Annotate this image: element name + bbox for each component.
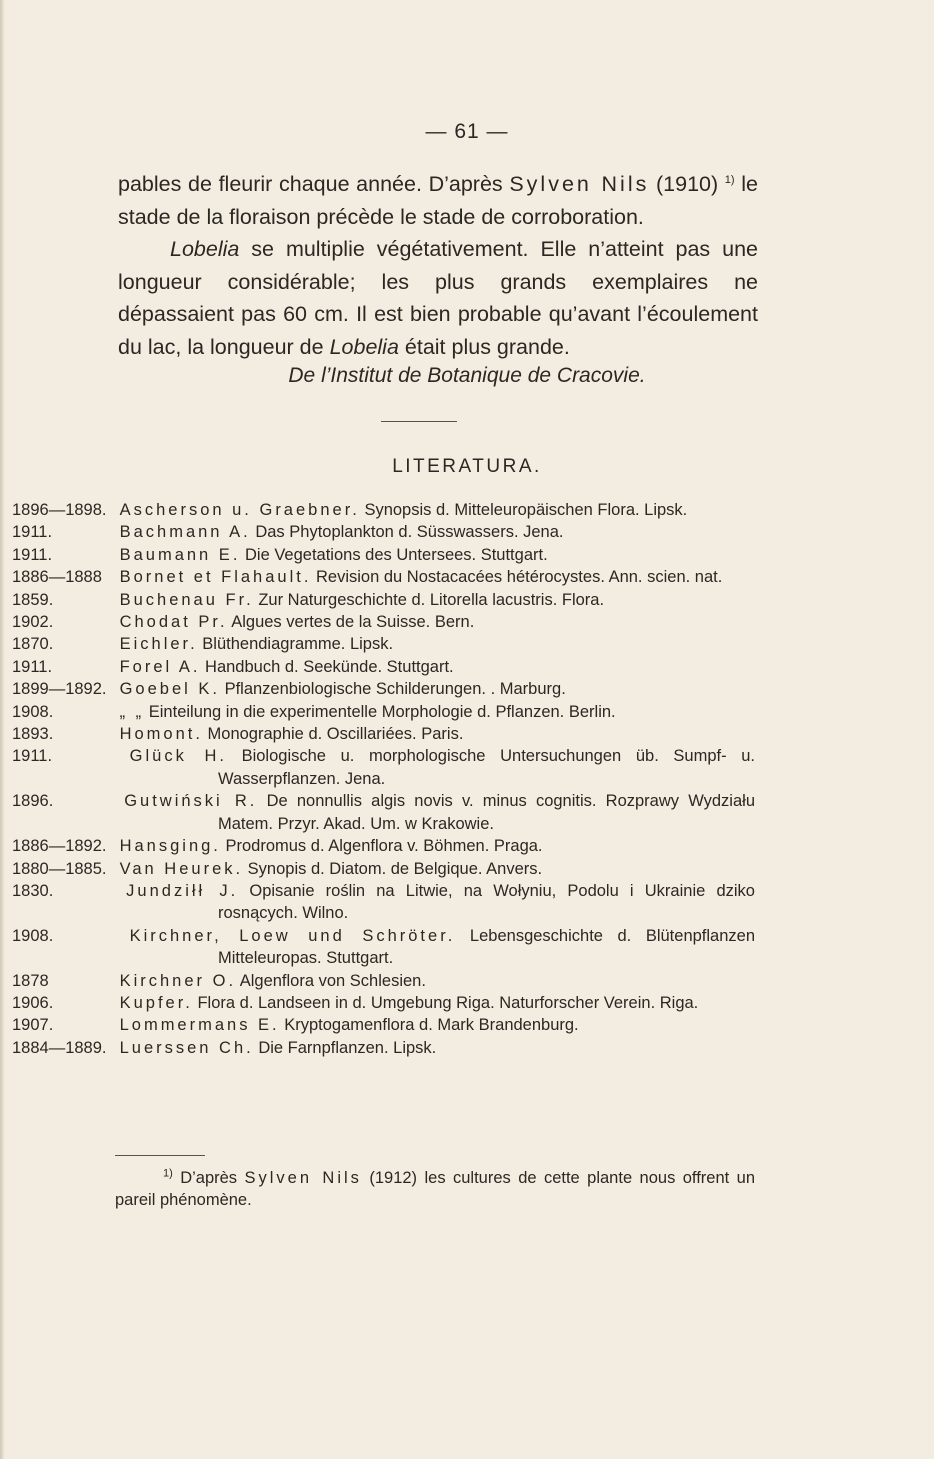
page-left-edge	[0, 0, 5, 1459]
reference-title: Das Phytoplankton d. Süsswassers. Jena.	[250, 523, 564, 542]
reference-item	[12, 745, 755, 790]
reference-title: Flora d. Landseen in d. Umgebung Riga. Naturforscher Verein. Riga.	[192, 993, 699, 1012]
reference-title: Pflanzenbiologische Schilderungen. . Marburg.	[219, 680, 566, 699]
reference-title: Algenflora von Schlesien.	[236, 971, 426, 990]
section-title: LITERATURA.	[392, 456, 542, 477]
footnote-mark: 1)	[163, 1167, 173, 1180]
reference-item	[12, 499, 755, 521]
reference-text: 1908. Kirchner, Loew und Schröter. Lebensgeschichte d. Blütenpflanzen Mitteleuropas. Stuttgart.	[12, 926, 755, 968]
reference-item	[12, 544, 755, 566]
text-span: se multiplie végétativement. Elle n’atteint pas une longueur considérable; les plus grands exemplaires ne dépassaient pas 60 cm. Il est bien probable qu’avant l’écoulement du lac, la longueur de	[118, 237, 758, 359]
reference-title: Synopis d. Diatom. de Belgique. Anvers.	[243, 859, 543, 878]
reference-item	[12, 633, 755, 655]
reference-text: 1886—1888 Bornet et Flahault. Revision du Nostacacées hétérocystes. Ann. scien. nat.	[12, 568, 723, 587]
reference-text: 1896—1898. Ascherson u. Graebner. Synopsis d. Mitteleuropäischen Flora. Lipsk.	[12, 501, 688, 519]
reference-title: Monographie d. Oscillariées. Paris.	[202, 725, 464, 744]
text-span: D’après	[172, 1169, 245, 1187]
reference-title: Die Farnpflanzen. Lipsk.	[253, 1038, 437, 1057]
reference-text: 1911. Bachmann A. Das Phytoplankton d. Süsswassers. Jena.	[12, 523, 564, 542]
reference-title: Kryptogamenflora d. Mark Brandenburg.	[279, 1016, 579, 1035]
reference-item	[12, 656, 755, 678]
reference-author: Ascherson u. Graebner.	[119, 501, 360, 519]
text-span: pables de fleurir chaque année. D’après	[118, 172, 510, 196]
reference-item	[12, 1014, 755, 1036]
footnote	[115, 1167, 755, 1212]
reference-list	[12, 499, 755, 1059]
reference-title: Synopsis d. Mitteleuropäischen Flora. Lipsk.	[359, 501, 688, 519]
reference-item	[12, 678, 755, 700]
reference-text: 1908. „ „ Einteilung in die experimentelle Morphologie d. Pflanzen. Berlin.	[12, 702, 616, 721]
reference-item	[12, 925, 755, 970]
reference-author: Luerssen Ch.	[119, 1038, 254, 1057]
reference-author: Kirchner O.	[119, 971, 237, 990]
reference-author: Lommermans E.	[119, 1016, 280, 1035]
reference-text: 1886—1892. Hansging. Prodromus d. Algenflora v. Böhmen. Praga.	[12, 837, 543, 856]
text-span: (1910)	[649, 172, 725, 196]
reference-text: 1899—1892. Goebel K. Pflanzenbiologische Schilderungen. . Marburg.	[12, 680, 566, 699]
reference-item	[12, 723, 755, 745]
reference-item	[12, 611, 755, 633]
reference-title: Algues vertes de la Suisse. Bern.	[227, 613, 475, 632]
genus-name: Lobelia	[170, 237, 240, 261]
reference-text: 1907. Lommermans E. Kryptogamenflora d. Mark Brandenburg.	[12, 1016, 579, 1035]
reference-item	[12, 701, 755, 723]
reference-text: 1880—1885. Van Heurek. Synopis d. Diatom. de Belgique. Anvers.	[12, 859, 543, 878]
reference-title: Revision du Nostacacées hétérocystes. Ann. scien. nat.	[311, 568, 723, 587]
author-name: Sylven Nils	[509, 172, 650, 196]
reference-text: 1911. Baumann E. Die Vegetations des Untersees. Stuttgart.	[12, 545, 548, 564]
reference-item	[12, 835, 755, 857]
reference-author: „ „	[119, 702, 145, 721]
reference-author: Chodat Pr.	[119, 613, 228, 632]
reference-text: 1830. Jundziłł J. Opisanie roślin na Litwie, na Wołyniu, Podolu i Ukrainie dziko rosnących. Wilno.	[12, 881, 755, 923]
footnote-ref: 1)	[724, 173, 735, 186]
reference-author: Van Heurek.	[119, 859, 244, 878]
reference-item	[12, 992, 755, 1014]
reference-author: Baumann E.	[119, 545, 241, 564]
reference-title: Opisanie roślin na Litwie, na Wołyniu, Podolu i Ukrainie dziko rosnących. Wilno.	[218, 881, 755, 923]
reference-text: 1911. Glück H. Biologische u. morphologische Untersuchungen üb. Sumpf- u. Wasserpflanzen. Jena.	[12, 747, 755, 788]
text-span: était plus grande.	[398, 334, 570, 359]
reference-author: Forel A.	[119, 657, 201, 676]
reference-title: Zur Naturgeschichte d. Litorella lacustris. Flora.	[253, 590, 605, 609]
author-name: Sylven Nils	[244, 1169, 362, 1187]
reference-title: Die Vegetations des Untersees. Stuttgart.	[240, 545, 548, 564]
reference-author: Bornet et Flahault.	[119, 568, 312, 587]
genus-name: Lobelia	[329, 334, 399, 359]
reference-text: 1902. Chodat Pr. Algues vertes de la Suisse. Bern.	[12, 613, 475, 632]
reference-author: Glück H.	[129, 747, 227, 766]
reference-author: Hansging.	[119, 837, 221, 856]
reference-title: De nonnullis algis novis v. minus cognitis. Rozprawy Wydziału Matem. Przyr. Akad. Um. w Krakowie.	[218, 792, 755, 833]
reference-text: 1893. Homont. Monographie d. Oscillariées. Paris.	[12, 725, 464, 744]
reference-item	[12, 521, 755, 543]
reference-text: 1878 Kirchner O. Algenflora von Schlesien.	[12, 971, 426, 990]
reference-text: 1906. Kupfer. Flora d. Landseen in d. Umgebung Riga. Naturforscher Verein. Riga.	[12, 993, 699, 1012]
footnote-divider	[115, 1155, 205, 1156]
body-text	[118, 168, 758, 363]
reference-author: Kirchner, Loew und Schröter.	[129, 926, 456, 945]
reference-title: Blüthendiagramme. Lipsk.	[197, 635, 394, 654]
reference-title: Einteilung in die experimentelle Morphologie d. Pflanzen. Berlin.	[144, 702, 616, 721]
reference-author: Homont.	[119, 725, 203, 744]
reference-author: Jundziłł J.	[126, 881, 239, 900]
affiliation: De l’Institut de Botanique de Cracovie.	[288, 364, 646, 387]
reference-author: Gutwiński R.	[124, 792, 258, 811]
reference-title: Lebensgeschichte d. Blütenpflanzen Mitteleuropas. Stuttgart.	[218, 926, 755, 968]
reference-item	[12, 1037, 755, 1059]
reference-author: Eichler.	[119, 635, 198, 654]
text-span: (1912) les cultures de cette plante nous offrent un pareil phénomène.	[115, 1169, 755, 1210]
reference-text: 1911. Forel A. Handbuch d. Seekünde. Stuttgart.	[12, 657, 454, 676]
reference-item	[12, 880, 755, 925]
paragraph-2	[118, 233, 758, 363]
reference-text: 1884—1889. Luerssen Ch. Die Farnpflanzen. Lipsk.	[12, 1038, 437, 1057]
reference-author: Goebel K.	[119, 680, 220, 699]
reference-title: Biologische u. morphologische Untersuchungen üb. Sumpf- u. Wasserpflanzen. Jena.	[218, 747, 755, 788]
divider	[381, 421, 457, 422]
page-number: — 61 —	[425, 120, 509, 143]
reference-author: Bachmann A.	[119, 523, 251, 542]
reference-item	[12, 970, 755, 992]
reference-title: Prodromus d. Algenflora v. Böhmen. Praga.	[220, 837, 543, 856]
reference-title: Handbuch d. Seekünde. Stuttgart.	[200, 657, 454, 676]
reference-item	[12, 858, 755, 880]
reference-item	[12, 566, 755, 588]
reference-author: Kupfer.	[119, 993, 193, 1012]
paragraph-1	[118, 168, 758, 233]
reference-item	[12, 589, 755, 611]
reference-item	[12, 790, 755, 835]
reference-text: 1859. Buchenau Fr. Zur Naturgeschichte d. Litorella lacustris. Flora.	[12, 590, 605, 609]
reference-text: 1870. Eichler. Blüthendiagramme. Lipsk.	[12, 635, 394, 654]
text-span: le stade de la floraison précède le stade de corroboration.	[118, 172, 758, 229]
reference-author: Buchenau Fr.	[119, 590, 254, 609]
reference-text: 1896. Gutwiński R. De nonnullis algis novis v. minus cognitis. Rozprawy Wydziału Matem. Przyr. Akad. Um. w Krakowie.	[12, 792, 755, 833]
